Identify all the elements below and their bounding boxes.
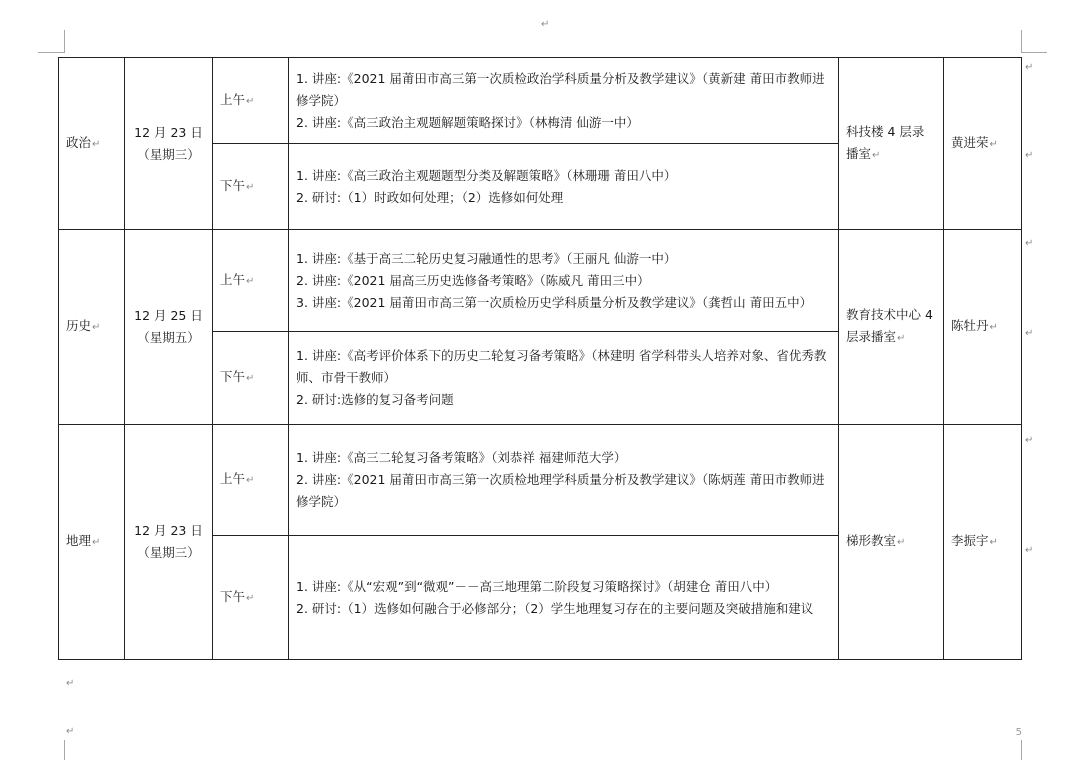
host-cell: 李振宇↵ bbox=[944, 425, 1022, 660]
list-item: 1. 讲座:《2021 届莆田市高三第一次质检政治学科质量分析及教学建议》（黄新建 莆田市教师进修学院） bbox=[296, 70, 825, 108]
crop-guide-bottom-right-v bbox=[1021, 740, 1022, 760]
period-cell: 上午↵ bbox=[213, 58, 289, 144]
content-cell bbox=[289, 425, 839, 536]
list-item: 2. 讲座:《高三政治主观题解题策略探讨》（林梅清 仙游一中） bbox=[296, 114, 639, 130]
period-cell: 上午↵ bbox=[213, 230, 289, 332]
page-number: 5 bbox=[1015, 727, 1022, 738]
list-item: 2. 讲座:《2021 届莆田市高三第一次质检地理学科质量分析及教学建议》（陈炳莲 莆田市教师进修学院） bbox=[296, 472, 825, 509]
row-end-mark: ↵ bbox=[1025, 328, 1034, 339]
crop-guide-top-right-v bbox=[1021, 30, 1022, 53]
host-cell: 黄进荣↵ bbox=[944, 58, 1022, 230]
date-cell: 12 月 23 日 （星期三） bbox=[125, 425, 213, 660]
content-cell bbox=[289, 536, 839, 660]
crop-guide-top-left-h bbox=[38, 52, 64, 53]
list-item: 2. 讲座:《2021 届高三历史选修备考策略》（陈威凡 莆田三中） bbox=[296, 272, 650, 288]
host-cell: 陈牡丹↵ bbox=[944, 230, 1022, 425]
list-item: 1. 讲座:《基于高三二轮历史复习融通性的思考》（王丽凡 仙游一中） bbox=[296, 250, 677, 266]
crop-guide-bottom-left-v bbox=[64, 740, 65, 760]
table-row bbox=[59, 425, 1022, 536]
list-item: 1. 讲座:《从“宏观”到“微观”－－高三地理第二阶段复习策略探讨》（胡建仓 莆田八中） bbox=[296, 578, 778, 594]
date-cell: 12 月 23 日 （星期三） bbox=[125, 58, 213, 230]
row-end-mark: ↵ bbox=[1025, 545, 1034, 556]
location-cell: 梯形教室↵ bbox=[839, 425, 944, 660]
paragraph-mark: ↵ bbox=[66, 726, 75, 737]
list-item: 1. 讲座:《高三政治主观题题型分类及解题策略》（林珊珊 莆田八中） bbox=[296, 167, 677, 183]
table-row bbox=[59, 58, 1022, 144]
location-cell: 科技楼 4 层录播室↵ bbox=[839, 58, 944, 230]
date-cell: 12 月 25 日 （星期五） bbox=[125, 230, 213, 425]
list-item: 1. 讲座:《高考评价体系下的历史二轮复习备考策略》（林建明 省学科带头人培养对象、省优秀教师、市骨干教师） bbox=[296, 348, 827, 385]
paragraph-mark-top: ↵ bbox=[541, 19, 550, 30]
content-cell bbox=[289, 58, 839, 144]
subject-cell: 政治↵ bbox=[59, 58, 125, 230]
paragraph-mark: ↵ bbox=[66, 678, 75, 689]
row-end-mark: ↵ bbox=[1025, 435, 1034, 446]
period-cell: 下午↵ bbox=[213, 536, 289, 660]
crop-guide-top-left-v bbox=[64, 30, 65, 53]
period-cell: 下午↵ bbox=[213, 144, 289, 230]
row-end-mark: ↵ bbox=[1025, 62, 1034, 73]
schedule-table bbox=[58, 57, 1022, 660]
subject-cell: 历史↵ bbox=[59, 230, 125, 425]
list-item: 2. 研讨:（1）时政如何处理；（2）选修如何处理 bbox=[296, 189, 564, 205]
row-end-mark: ↵ bbox=[1025, 238, 1034, 249]
row-end-mark: ↵ bbox=[1025, 150, 1034, 161]
content-cell bbox=[289, 144, 839, 230]
content-cell bbox=[289, 332, 839, 425]
crop-guide-top-right-h bbox=[1021, 52, 1047, 53]
period-cell: 上午↵ bbox=[213, 425, 289, 536]
subject-cell: 地理↵ bbox=[59, 425, 125, 660]
table-row bbox=[59, 230, 1022, 332]
list-item: 3. 讲座:《2021 届莆田市高三第一次质检历史学科质量分析及教学建议》（龚哲山 莆田五中） bbox=[296, 294, 813, 310]
list-item: 2. 研讨:（1）选修如何融合于必修部分；（2）学生地理复习存在的主要问题及突破措施和建议 bbox=[296, 600, 814, 616]
period-cell: 下午↵ bbox=[213, 332, 289, 425]
list-item: 2. 研讨:选修的复习备考问题 bbox=[296, 392, 454, 407]
location-cell: 教育技术中心 4 层录播室↵ bbox=[839, 230, 944, 425]
content-cell bbox=[289, 230, 839, 332]
list-item: 1. 讲座:《高三二轮复习备考策略》（刘恭祥 福建师范大学） bbox=[296, 450, 627, 465]
